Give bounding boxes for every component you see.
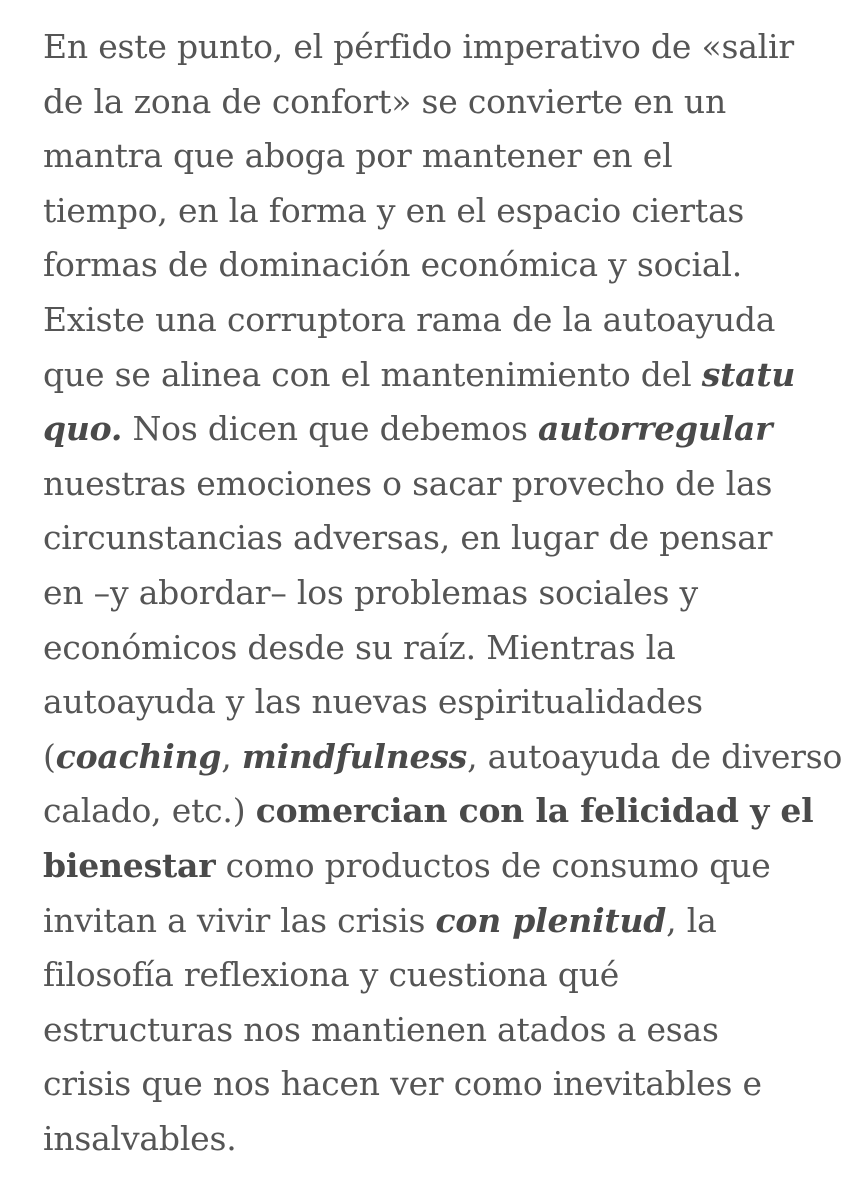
- text-line: mantra que aboga por mantener en el: [43, 136, 673, 176]
- text-line: en –y abordar– los problemas sociales y: [43, 572, 698, 612]
- text-run: que se alinea con el mantenimiento del: [43, 354, 702, 394]
- text-run: , autoayuda de diverso: [467, 736, 843, 776]
- text-line: autoayuda y las nuevas espiritualidades: [43, 682, 703, 722]
- text-line: tiempo, en la forma y en el espacio ciertas: [43, 190, 745, 230]
- emphasis-autorregular: autorregular: [537, 409, 773, 449]
- text-line: circunstancias adversas, en lugar de pensar: [43, 518, 773, 558]
- text-line: [43, 894, 843, 949]
- emphasis-statu: statu: [701, 354, 796, 394]
- emphasis-con-plenitud: con plenitud: [435, 900, 667, 940]
- text-line: filosofía reflexiona y cuestiona qué: [43, 955, 620, 995]
- text-line: estructuras nos mantienen atados a esas: [43, 1009, 719, 1049]
- text-line: [43, 730, 843, 785]
- text-line: [43, 784, 843, 839]
- text-run: calado, etc.): [43, 791, 256, 831]
- text-run: invitan a vivir las crisis: [43, 900, 436, 940]
- text-line: [43, 839, 843, 894]
- text-line: En este punto, el pérfido imperativo de «salir: [43, 27, 794, 66]
- text-run: ,: [221, 736, 242, 776]
- bold-phrase: bienestar: [43, 845, 216, 885]
- text-run: como productos de consumo que: [215, 845, 771, 885]
- text-line: nuestras emociones o sacar provecho de las: [43, 463, 773, 503]
- text-line: [43, 348, 843, 403]
- text-run: Nos dicen que debemos: [122, 409, 538, 449]
- text-line: económicos desde su raíz. Mientras la: [43, 627, 676, 667]
- emphasis-coaching: coaching: [55, 736, 222, 776]
- text-run: , la: [666, 900, 717, 940]
- text-line: [43, 402, 843, 457]
- text-line: insalvables.: [43, 1118, 237, 1158]
- emphasis-quo: quo.: [43, 409, 123, 449]
- bold-phrase: comercian con la felicidad y el: [255, 791, 814, 831]
- text-line: formas de dominación económica y social.: [43, 245, 742, 285]
- text-line: crisis que nos hacen ver como inevitables e: [43, 1064, 762, 1104]
- text-run: (: [43, 736, 56, 776]
- text-line: Existe una corruptora rama de la autoayuda: [43, 299, 776, 339]
- body-paragraph: [43, 20, 843, 1166]
- emphasis-mindfulness: mindfulness: [241, 736, 468, 776]
- text-line: de la zona de confort» se convierte en un: [43, 81, 726, 121]
